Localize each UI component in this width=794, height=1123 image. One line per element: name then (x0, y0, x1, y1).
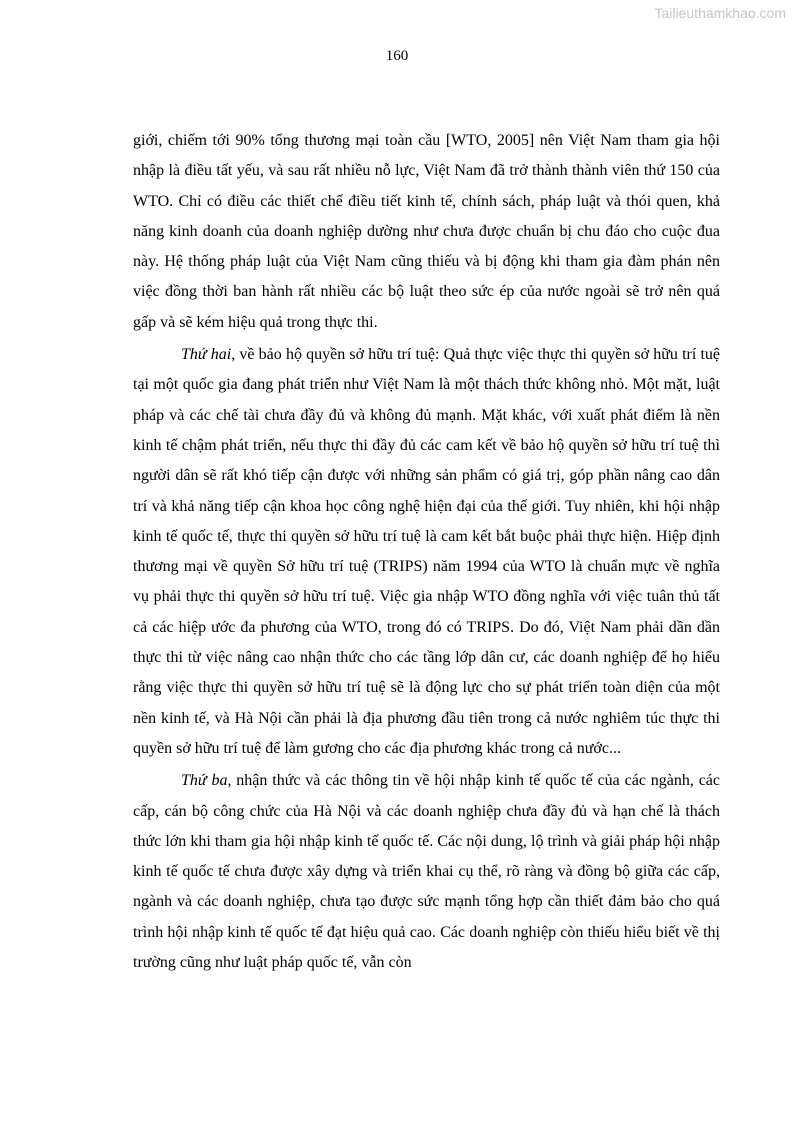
watermark: Tailieuthamkhao.com (654, 5, 786, 21)
document-body (133, 126, 720, 980)
paragraph-3-lead: Thứ ba (181, 772, 228, 790)
paragraph-2-text: , về bảo hộ quyền sở hữu trí tuệ: Quả thực việc thực thi quyền sở hữu trí tuệ tại một quốc gia đang phát triển như Việt Nam là một thách thức không nhỏ. Một mặt, luật pháp và các chế tài chưa đầy đủ và không đủ mạnh. Mặt khác, với xuất phát điểm là nền kinh tế chậm phát triển, nếu thực thi đầy đủ các cam kết về bảo hộ quyền sở hữu trí tuệ thì người dân sẽ rất khó tiếp cận được với những sản phẩm có giá trị, góp phần nâng cao dân trí và khả năng tiếp cận khoa học công nghệ hiện đại của thế giới. Tuy nhiên, khi hội nhập kinh tế quốc tế, thực thi quyền sở hữu trí tuệ là cam kết bắt buộc phải thực hiện. Hiệp định thương mại về quyền Sở hữu trí tuệ (TRIPS) năm 1994 của WTO là chuẩn mực về nghĩa vụ phải thực thi quyền sở hữu trí tuệ. Việc gia nhập WTO đồng nghĩa với việc tuân thủ tất cả các hiệp ước đa phương của WTO, trong đó có TRIPS. Do đó, Việt Nam phải dần dần thực thi từ việc nâng cao nhận thức cho các tầng lớp dân cư, các doanh nghiệp để họ hiểu rằng việc thực thi quyền sở hữu trí tuệ sẽ là động lực cho sự phát triển toàn diện của một nền kinh tế, và Hà Nội cần phải là địa phương đầu tiên trong cả nước nghiêm túc thực thi quyền sở hữu trí tuệ để làm gương cho các địa phương khác trong cả nước... (133, 346, 721, 757)
paragraph-3-text: , nhận thức và các thông tin về hội nhập kinh tế quốc tế của các ngành, các cấp, cán bộ công chức của Hà Nội và các doanh nghiệp chưa đầy đủ và hạn chế là thách thức lớn khi tham gia hội nhập kinh tế quốc tế. Các nội dung, lộ trình và giải pháp hội nhập kinh tế quốc tế chưa được xây dựng và triển khai cụ thể, rõ ràng và đồng bộ giữa các cấp, ngành và các doanh nghiệp, chưa tạo được sức mạnh tổng hợp cần thiết đảm bảo cho quá trình hội nhập kinh tế quốc tế đạt hiệu quả cao. Các doanh nghiệp còn thiếu hiểu biết về thị trường cũng như luật pháp quốc tế, vẫn còn (133, 772, 721, 972)
paragraph-1 (133, 126, 720, 338)
paragraph-3 (133, 766, 720, 978)
paragraph-1-text: giới, chiếm tới 90% tổng thương mại toàn cầu [WTO, 2005] nên Việt Nam tham gia hội nhập là điều tất yếu, và sau rất nhiều nỗ lực, Việt Nam đã trở thành thành viên thứ 150 của WTO. Chỉ có điều các thiết chế điều tiết kinh tế, chính sách, pháp luật và thói quen, khả năng kinh doanh của doanh nghiệp dường như chưa được chuẩn bị chu đáo cho cuộc đua này. Hệ thống pháp luật của Việt Nam cũng thiếu và bị động khi tham gia đàm phán nên việc đồng thời ban hành rất nhiều các bộ luật theo sức ép của nước ngoài sẽ trở nên quá gấp và sẽ kém hiệu quả trong thực thi. (133, 132, 720, 331)
page-number: 160 (385, 48, 409, 64)
paragraph-2 (133, 340, 720, 764)
paragraph-2-lead: Thứ hai (181, 346, 232, 364)
